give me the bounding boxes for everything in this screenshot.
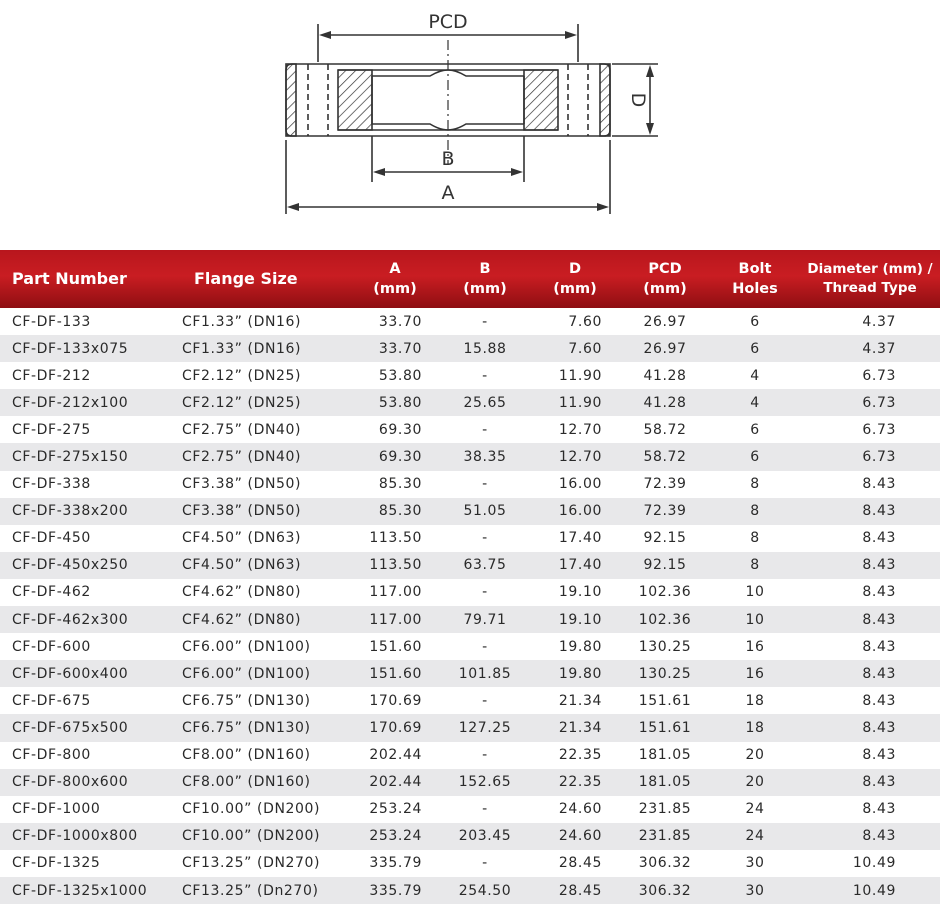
bolt-holes-cell: 8 <box>750 557 760 574</box>
d-mm-cell: 19.80 <box>558 665 602 682</box>
flange-size-cell: CF2.75” (DN40) <box>182 449 302 466</box>
diameter-cell: 8.43 <box>862 801 896 818</box>
a-mm-cell: 85.30 <box>378 476 422 493</box>
table-row <box>0 877 940 904</box>
a-mm-cell: 33.70 <box>378 340 422 357</box>
flange-size-cell: CF8.00” (DN160) <box>182 747 311 764</box>
b-mm-cell: - <box>482 530 488 547</box>
d-mm-cell: 7.60 <box>568 313 602 330</box>
part-number-cell: CF-DF-800 <box>12 747 91 764</box>
diameter-cell: 8.43 <box>862 611 896 628</box>
d-mm-cell: 19.10 <box>558 611 602 628</box>
part-number-cell: CF-DF-450x250 <box>12 557 129 574</box>
part-number-cell: CF-DF-338 <box>12 476 91 493</box>
a-mm-cell: 117.00 <box>369 584 422 601</box>
flange-size-cell: CF2.75” (DN40) <box>182 421 302 438</box>
d-mm-cell: 12.70 <box>558 449 602 466</box>
part-number-cell: CF-DF-338x200 <box>12 503 129 520</box>
cf-flange-spec-table <box>0 250 940 904</box>
d-label: D <box>627 92 649 108</box>
bolt-holes-cell: 4 <box>750 367 760 384</box>
b-mm-cell: 51.05 <box>463 503 507 520</box>
table-row <box>0 362 940 389</box>
a-mm-cell: 53.80 <box>378 367 422 384</box>
pcd-mm-cell: 151.61 <box>638 719 692 736</box>
pcd-mm-cell: 130.25 <box>638 665 692 682</box>
pcd-mm-cell: 306.32 <box>638 882 692 899</box>
flange-size-cell: CF6.75” (DN130) <box>182 719 311 736</box>
diameter-cell: 4.37 <box>862 313 896 330</box>
pcd-mm-cell: 58.72 <box>643 449 687 466</box>
pcd-mm-cell: 181.05 <box>638 774 692 791</box>
a-mm-cell: 69.30 <box>378 449 422 466</box>
a-mm-cell: 335.79 <box>369 855 422 872</box>
table-row <box>0 742 940 769</box>
table-row <box>0 416 940 443</box>
a-mm-cell: 69.30 <box>378 421 422 438</box>
bolt-holes-cell: 6 <box>750 340 760 357</box>
diameter-cell: 6.73 <box>862 394 896 411</box>
bolt-holes-cell: 10 <box>745 584 765 601</box>
a-mm-cell: 253.24 <box>369 801 422 818</box>
b-mm-cell: 127.25 <box>458 719 512 736</box>
d-mm-cell: 21.34 <box>558 692 602 709</box>
part-number-cell: CF-DF-800x600 <box>12 774 129 791</box>
bolt-holes-cell: 6 <box>750 449 760 466</box>
header-d: D (mm) <box>553 261 597 297</box>
bolt-holes-cell: 20 <box>745 774 765 791</box>
flange-size-cell: CF8.00” (DN160) <box>182 774 311 791</box>
diameter-cell: 8.43 <box>862 584 896 601</box>
pcd-mm-cell: 72.39 <box>643 503 687 520</box>
flange-size-cell: CF1.33” (DN16) <box>182 313 302 330</box>
diameter-cell: 6.73 <box>862 449 896 466</box>
pcd-mm-cell: 231.85 <box>638 801 692 818</box>
d-mm-cell: 21.34 <box>558 719 602 736</box>
header-part-number: Part Number <box>12 269 127 288</box>
table-row <box>0 471 940 498</box>
flange-body <box>286 40 610 165</box>
pcd-mm-cell: 306.32 <box>638 855 692 872</box>
pcd-mm-cell: 92.15 <box>643 557 687 574</box>
bolt-holes-cell: 18 <box>745 692 765 709</box>
diameter-cell: 8.43 <box>862 774 896 791</box>
diameter-cell: 8.43 <box>862 476 896 493</box>
flange-size-cell: CF10.00” (DN200) <box>182 828 321 845</box>
table-row <box>0 443 940 470</box>
table-row <box>0 525 940 552</box>
d-mm-cell: 12.70 <box>558 421 602 438</box>
a-mm-cell: 151.60 <box>369 665 422 682</box>
bolt-holes-cell: 30 <box>745 855 765 872</box>
bolt-holes-cell: 8 <box>750 530 760 547</box>
pcd-mm-cell: 41.28 <box>643 367 687 384</box>
table-row <box>0 579 940 606</box>
part-number-cell: CF-DF-1325x1000 <box>12 882 148 899</box>
header-diameter-thread: Diameter (mm) / Thread Type <box>807 261 933 296</box>
d-mm-cell: 24.60 <box>558 801 602 818</box>
b-mm-cell: - <box>482 692 488 709</box>
pcd-mm-cell: 102.36 <box>638 584 692 601</box>
pcd-mm-cell: 102.36 <box>638 611 692 628</box>
part-number-cell: CF-DF-1000x800 <box>12 828 138 845</box>
flange-size-cell: CF4.62” (DN80) <box>182 611 302 628</box>
flange-size-cell: CF6.00” (DN100) <box>182 638 311 655</box>
bolt-holes-cell: 4 <box>750 394 760 411</box>
table-header-row <box>0 250 940 308</box>
table-row <box>0 606 940 633</box>
a-mm-cell: 53.80 <box>378 394 422 411</box>
flange-size-cell: CF4.50” (DN63) <box>182 530 302 547</box>
part-number-cell: CF-DF-212x100 <box>12 394 129 411</box>
a-mm-cell: 335.79 <box>369 882 422 899</box>
table-row <box>0 823 940 850</box>
part-number-cell: CF-DF-462 <box>12 584 91 601</box>
diameter-cell: 4.37 <box>862 340 896 357</box>
table-row <box>0 633 940 660</box>
a-mm-cell: 202.44 <box>369 774 422 791</box>
pcd-mm-cell: 231.85 <box>638 828 692 845</box>
diameter-cell: 8.43 <box>862 665 896 682</box>
diameter-cell: 8.43 <box>862 747 896 764</box>
flange-size-cell: CF6.75” (DN130) <box>182 692 311 709</box>
table-row <box>0 335 940 362</box>
a-mm-cell: 113.50 <box>369 530 422 547</box>
d-mm-cell: 28.45 <box>558 882 602 899</box>
a-label: A <box>441 182 455 204</box>
b-mm-cell: - <box>482 584 488 601</box>
part-number-cell: CF-DF-133 <box>12 313 91 330</box>
part-number-cell: CF-DF-275x150 <box>12 449 129 466</box>
bolt-holes-cell: 6 <box>750 421 760 438</box>
b-mm-cell: 101.85 <box>458 665 512 682</box>
bolt-holes-cell: 8 <box>750 476 760 493</box>
diameter-cell: 8.43 <box>862 828 896 845</box>
b-mm-cell: - <box>482 747 488 764</box>
header-a: A (mm) <box>373 261 417 297</box>
b-mm-cell: - <box>482 476 488 493</box>
table-body <box>0 308 940 904</box>
part-number-cell: CF-DF-600x400 <box>12 665 129 682</box>
pcd-label: PCD <box>428 11 468 33</box>
flange-size-cell: CF13.25” (Dn270) <box>182 882 319 899</box>
pcd-mm-cell: 41.28 <box>643 394 687 411</box>
header-b: B (mm) <box>463 261 507 297</box>
part-number-cell: CF-DF-212 <box>12 367 91 384</box>
flange-cross-section-drawing <box>0 0 940 250</box>
bolt-holes-cell: 30 <box>745 882 765 899</box>
flange-size-cell: CF3.38” (DN50) <box>182 503 302 520</box>
header-pcd: PCD (mm) <box>643 261 687 297</box>
diameter-cell: 8.43 <box>862 719 896 736</box>
a-mm-cell: 151.60 <box>369 638 422 655</box>
header-flange-size: Flange Size <box>194 269 298 288</box>
b-label: B <box>441 148 455 170</box>
flange-size-cell: CF6.00” (DN100) <box>182 665 311 682</box>
pcd-mm-cell: 58.72 <box>643 421 687 438</box>
a-mm-cell: 170.69 <box>369 719 422 736</box>
table-row <box>0 660 940 687</box>
b-mm-cell: - <box>482 313 488 330</box>
pcd-mm-cell: 130.25 <box>638 638 692 655</box>
b-mm-cell: 254.50 <box>458 882 512 899</box>
diameter-cell: 6.73 <box>862 367 896 384</box>
table-row <box>0 308 940 335</box>
part-number-cell: CF-DF-675 <box>12 692 91 709</box>
pcd-mm-cell: 92.15 <box>643 530 687 547</box>
a-mm-cell: 33.70 <box>378 313 422 330</box>
flange-size-cell: CF4.62” (DN80) <box>182 584 302 601</box>
b-mm-cell: 152.65 <box>458 774 512 791</box>
pcd-mm-cell: 151.61 <box>638 692 692 709</box>
d-mm-cell: 24.60 <box>558 828 602 845</box>
d-mm-cell: 22.35 <box>558 774 602 791</box>
b-mm-cell: - <box>482 855 488 872</box>
a-mm-cell: 113.50 <box>369 557 422 574</box>
b-mm-cell: 25.65 <box>463 394 507 411</box>
part-number-cell: CF-DF-450 <box>12 530 91 547</box>
bolt-holes-cell: 10 <box>745 611 765 628</box>
diameter-cell: 8.43 <box>862 503 896 520</box>
table-row <box>0 687 940 714</box>
flange-size-cell: CF2.12” (DN25) <box>182 367 302 384</box>
d-mm-cell: 16.00 <box>558 503 602 520</box>
pcd-mm-cell: 26.97 <box>643 340 687 357</box>
b-mm-cell: 38.35 <box>463 449 507 466</box>
flange-size-cell: CF1.33” (DN16) <box>182 340 302 357</box>
flange-size-cell: CF10.00” (DN200) <box>182 801 321 818</box>
diameter-cell: 10.49 <box>852 855 896 872</box>
b-mm-cell: 79.71 <box>463 611 507 628</box>
table-row <box>0 552 940 579</box>
pcd-mm-cell: 26.97 <box>643 313 687 330</box>
pcd-mm-cell: 181.05 <box>638 747 692 764</box>
flange-size-cell: CF3.38” (DN50) <box>182 476 302 493</box>
d-mm-cell: 11.90 <box>558 367 602 384</box>
bolt-holes-cell: 24 <box>745 801 765 818</box>
part-number-cell: CF-DF-275 <box>12 421 91 438</box>
d-mm-cell: 11.90 <box>558 394 602 411</box>
table-row <box>0 714 940 741</box>
flange-size-cell: CF4.50” (DN63) <box>182 557 302 574</box>
d-mm-cell: 28.45 <box>558 855 602 872</box>
a-mm-cell: 85.30 <box>378 503 422 520</box>
bolt-holes-cell: 6 <box>750 313 760 330</box>
diameter-cell: 8.43 <box>862 557 896 574</box>
pcd-mm-cell: 72.39 <box>643 476 687 493</box>
d-mm-cell: 19.10 <box>558 584 602 601</box>
a-mm-cell: 202.44 <box>369 747 422 764</box>
bolt-holes-cell: 16 <box>745 638 765 655</box>
a-mm-cell: 170.69 <box>369 692 422 709</box>
a-mm-cell: 253.24 <box>369 828 422 845</box>
bolt-holes-cell: 8 <box>750 503 760 520</box>
table-row <box>0 796 940 823</box>
b-mm-cell: - <box>482 801 488 818</box>
part-number-cell: CF-DF-133x075 <box>12 340 129 357</box>
header-bolt-holes: Bolt Holes <box>732 261 778 297</box>
d-mm-cell: 7.60 <box>568 340 602 357</box>
d-mm-cell: 22.35 <box>558 747 602 764</box>
table-row <box>0 850 940 877</box>
bolt-holes-cell: 20 <box>745 747 765 764</box>
flange-size-cell: CF13.25” (DN270) <box>182 855 321 872</box>
part-number-cell: CF-DF-1325 <box>12 855 101 872</box>
flange-diagram <box>0 0 940 250</box>
part-number-cell: CF-DF-675x500 <box>12 719 129 736</box>
table-row <box>0 389 940 416</box>
diameter-cell: 8.43 <box>862 638 896 655</box>
b-mm-cell: 203.45 <box>458 828 512 845</box>
diameter-cell: 8.43 <box>862 692 896 709</box>
part-number-cell: CF-DF-1000 <box>12 801 101 818</box>
bolt-holes-cell: 24 <box>745 828 765 845</box>
d-mm-cell: 17.40 <box>558 557 602 574</box>
d-mm-cell: 19.80 <box>558 638 602 655</box>
table-row <box>0 498 940 525</box>
b-mm-cell: - <box>482 638 488 655</box>
b-mm-cell: - <box>482 421 488 438</box>
d-mm-cell: 16.00 <box>558 476 602 493</box>
b-mm-cell: 15.88 <box>463 340 507 357</box>
part-number-cell: CF-DF-600 <box>12 638 91 655</box>
bolt-holes-cell: 16 <box>745 665 765 682</box>
d-mm-cell: 17.40 <box>558 530 602 547</box>
diameter-cell: 10.49 <box>852 882 896 899</box>
b-mm-cell: - <box>482 367 488 384</box>
table-row <box>0 769 940 796</box>
part-number-cell: CF-DF-462x300 <box>12 611 129 628</box>
diameter-cell: 6.73 <box>862 421 896 438</box>
a-mm-cell: 117.00 <box>369 611 422 628</box>
diameter-cell: 8.43 <box>862 530 896 547</box>
b-mm-cell: 63.75 <box>463 557 507 574</box>
flange-size-cell: CF2.12” (DN25) <box>182 394 302 411</box>
bolt-holes-cell: 18 <box>745 719 765 736</box>
